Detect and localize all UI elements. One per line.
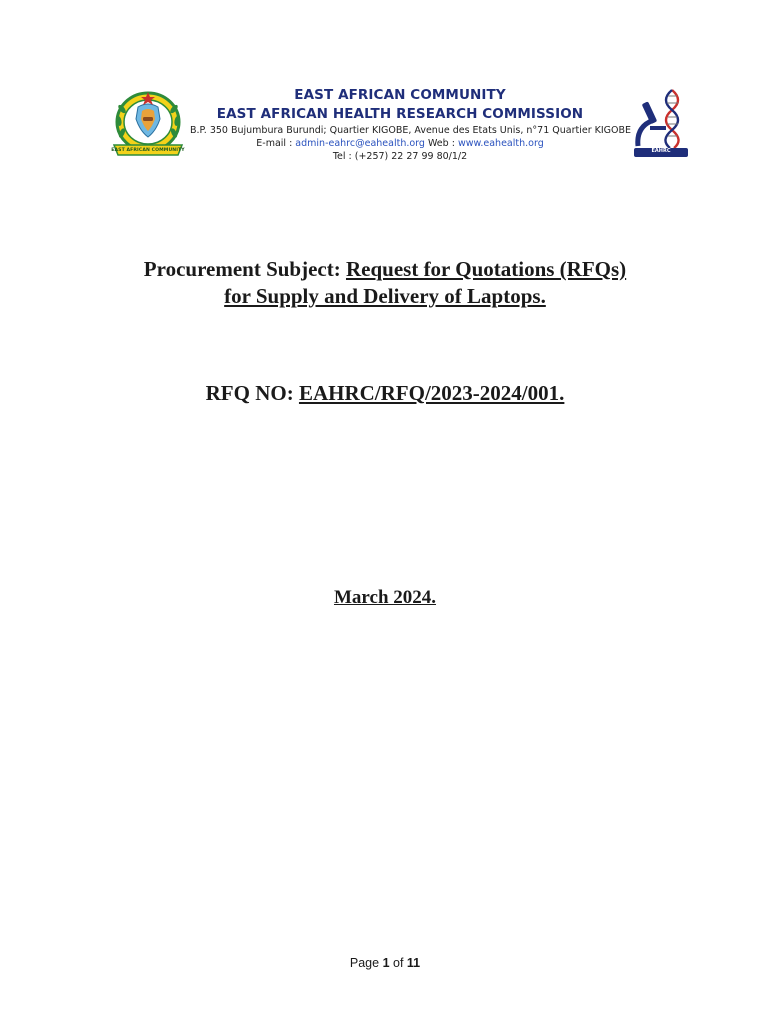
letterhead-text: [190, 86, 632, 163]
email-link[interactable]: admin-eahrc@eahealth.org: [295, 138, 425, 149]
org-name-primary: EAST AFRICAN COMMUNITY: [294, 87, 506, 103]
org-contacts: [190, 137, 610, 150]
subject-prefix: Procurement Subject:: [143, 257, 346, 281]
page-of: of: [389, 956, 407, 970]
page-number-footer: [60, 956, 710, 970]
document-date-value: March 2024.: [333, 587, 437, 608]
web-label: Web :: [424, 138, 458, 149]
email-label: E-mail :: [256, 138, 296, 149]
page-current: 1: [382, 956, 390, 970]
eac-emblem-banner-text: EAST AFRICAN COMMUNITY: [111, 148, 185, 153]
eahrc-logo-label: EAHRC: [651, 148, 671, 154]
page-word: Page: [349, 956, 383, 970]
org-telephone: Tel : (+257) 22 27 99 80/1/2: [332, 151, 468, 162]
rfq-prefix: RFQ NO:: [205, 381, 299, 405]
letterhead: [100, 84, 700, 174]
subject-title-line-1: Request for Quotations (RFQs): [345, 257, 627, 281]
org-address: B.P. 350 Bujumbura Burundi; Quartier KIGOBE, Avenue des Etats Unis, n°71 Quartier KIGOBE: [190, 125, 632, 136]
web-link[interactable]: www.eahealth.org: [457, 138, 544, 149]
rfq-number: [60, 380, 710, 407]
procurement-subject: [60, 256, 710, 310]
page-total: 11: [406, 956, 421, 970]
subject-title-line-2: for Supply and Delivery of Laptops.: [224, 284, 546, 308]
rfq-number-value: EAHRC/RFQ/2023-2024/001.: [298, 381, 565, 405]
document-date: [60, 586, 710, 610]
org-name-secondary: EAST AFRICAN HEALTH RESEARCH COMMISSION: [216, 106, 584, 122]
